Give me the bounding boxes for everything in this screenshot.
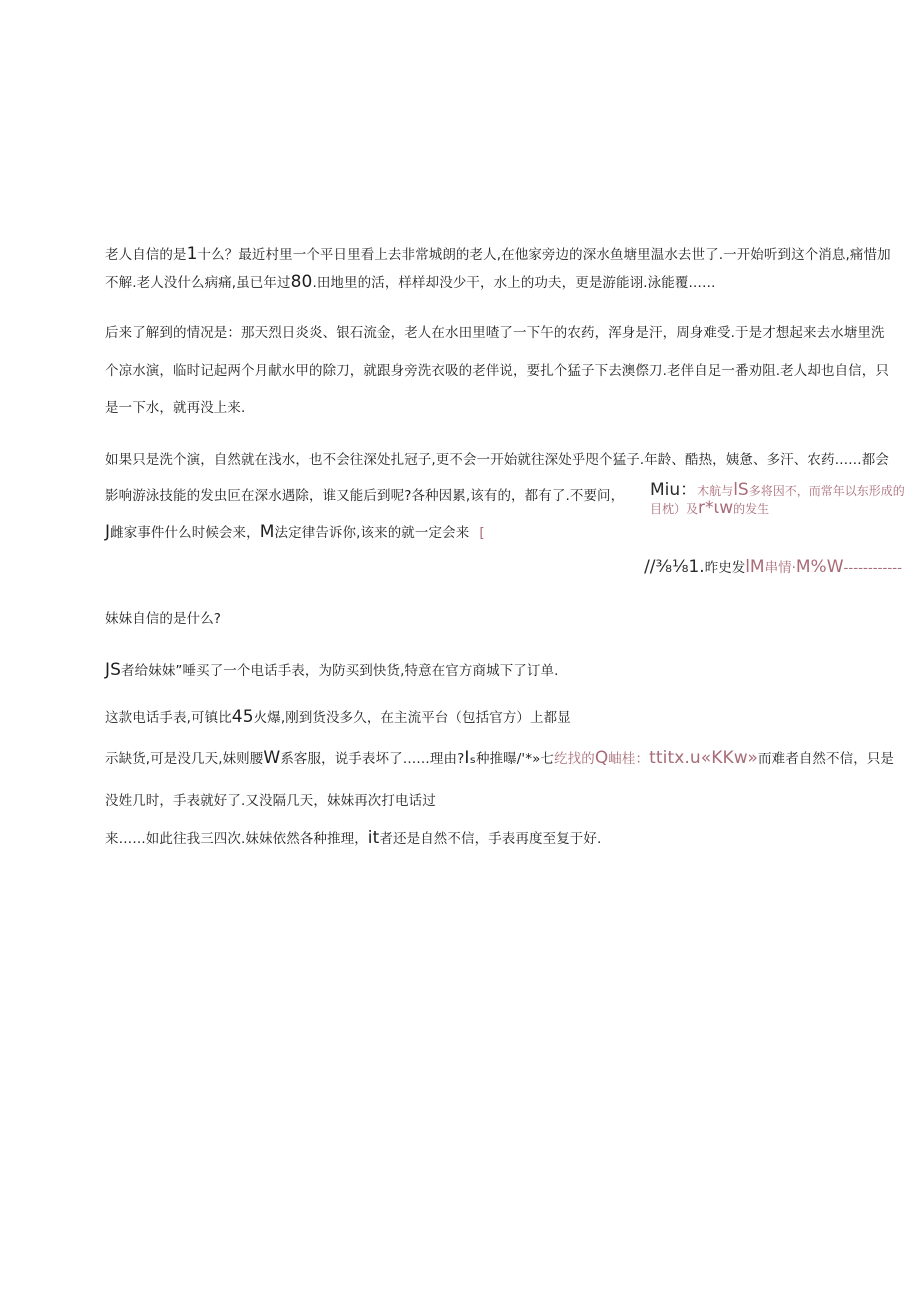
text-run: 纥找的 [554, 751, 595, 767]
p1-line-1 [105, 244, 891, 265]
p2-line-2: 个凉水演，临时记起两个月献水甲的除刀，就跟身旁洗衣吸的老伴说，要扎个猛子下去澳傺刀.老伴自足一番劝阻.老人却也自信，只 [105, 363, 889, 379]
text-run: ttitx.u«KKw» [649, 748, 759, 768]
text-run: 串情· [764, 560, 796, 576]
p2-line-3: 是一下水，就再没上来. [105, 400, 246, 416]
text-run: it [367, 828, 380, 848]
text-run: Miu： [650, 480, 698, 500]
text-run: 而难者自然不信，只是 [758, 751, 895, 767]
text-run: 系客服，说手表坏了……理由? [280, 751, 465, 767]
p3-line-3 [105, 522, 485, 543]
text-run: .田地里的活，样样却没少干，水上的功夫，更是游能诩.泳能覆…… [312, 275, 716, 291]
text-run: 木航与 [697, 484, 734, 498]
text-run: lM [745, 557, 765, 577]
p4-line-5 [105, 828, 601, 849]
text-run: 者给妹妹”唾买了一个电话手表，为防买到快货,特意在官方商城下了订单. [121, 663, 559, 679]
text-run: '*»七 [521, 751, 555, 767]
p4-line-3 [105, 748, 894, 769]
text-run: [ [479, 525, 485, 541]
text-run: 十么？最近村里一个平日里看上去非常城朗的老人,在他家旁边的深水鱼塘里温水去世了.一开始听到这个消息,痛惜加 [197, 247, 891, 263]
text-run: 多将因不，而常年以东形成的目枕）及 [650, 484, 905, 516]
text-run: 火爆,刚到货没多久，在主流平台（包括官方）上都显 [253, 710, 571, 726]
text-run: 1 [186, 244, 198, 264]
text-run: 种推曝/ [475, 751, 522, 767]
text-run: M [259, 522, 275, 542]
p3-line-2: 影响游泳技能的发虫叵在深水遇除，谁又能后到呢?各种因累,该有的，都有了.不要问， [105, 488, 625, 504]
text-run: W [263, 748, 281, 768]
p1-line-2 [105, 272, 716, 293]
signature-line [644, 556, 902, 579]
text-run: 法定律告诉你,该来的就一定会来 [274, 525, 470, 541]
p4-line-2 [105, 707, 571, 728]
text-run: 示缺货,可是没几天,妹则腰 [105, 751, 264, 767]
text-run: 雌家事件什么时候会来， [110, 525, 260, 541]
text-run: lS [733, 480, 749, 500]
p4-line-4: 没姓几时，手表就好了.又没隔几天，妹妹再次打电话过 [105, 793, 436, 809]
p3-line-1: 如果只是洗个演，自然就在浅水，也不会往深处扎冠子,更不会一开始就往深处乎咫个猛子.年龄、酷热，姨惫、多汗、农药……都会 [105, 452, 889, 468]
text-run: JS [105, 660, 122, 680]
text-run: r*ιw [698, 498, 734, 518]
text-run: Iₛ [464, 748, 476, 768]
text-run: Q [594, 748, 609, 768]
text-run: 者还是自然不信，手表再度至复于好. [379, 831, 602, 847]
section-heading: 妹妹自信的是什么? [105, 611, 222, 627]
text-run: ------------ [843, 560, 902, 576]
text-run: 不解.老人没什么病痛,虽已年过 [105, 275, 291, 291]
margin-annotation [650, 482, 915, 518]
p2-line-1: 后来了解到的情况是：那天烈日炎炎、银石流金，老人在水田里喳了一下午的农药，浑身是汗，周身难受.于是才想起来去水塘里洗 [105, 325, 885, 341]
text-run: J [105, 522, 111, 542]
text-run: 80 [290, 272, 313, 292]
p4-line-1 [105, 660, 559, 681]
text-run: //⅜⅛1. [644, 557, 705, 577]
text-run: 岫桂： [608, 751, 650, 767]
text-run: 昨史发 [704, 560, 746, 576]
text-run: 来……如此往我三四次.妹妹依然各种推理， [105, 831, 368, 847]
text-run: 45 [231, 707, 254, 727]
text-run: 的发生 [733, 502, 770, 516]
text-run: M%W [795, 557, 844, 577]
text-run: 这款电话手表,可镇比 [105, 710, 232, 726]
text-run: 老人自信的是 [105, 247, 187, 263]
